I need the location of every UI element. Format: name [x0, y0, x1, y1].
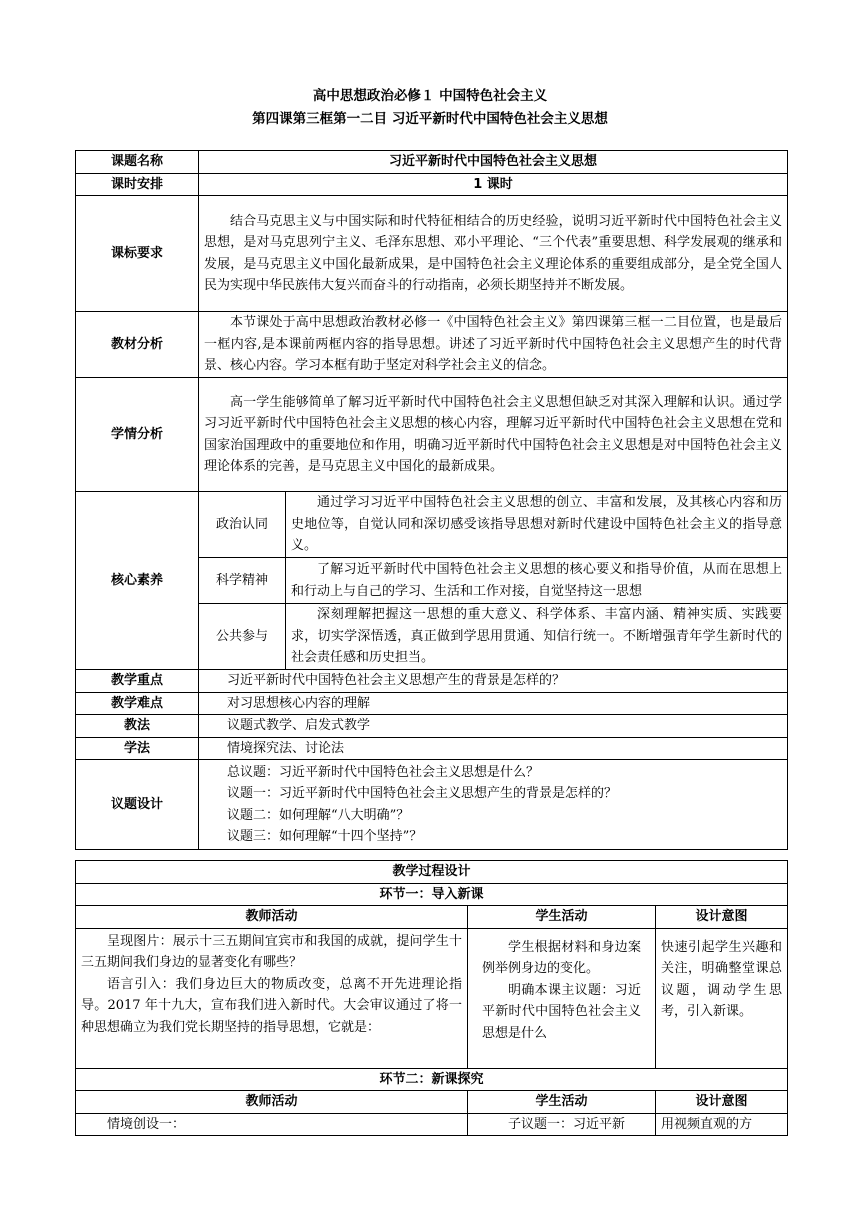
process-title-row	[76, 861, 788, 884]
students-row	[76, 378, 788, 492]
learning-method-value: 情境探究法、讨论法	[199, 737, 788, 760]
section2-student-activity: 子议题一：习近平新	[468, 1113, 656, 1136]
section1-teacher-p1: 呈现图片：展示十三五期间宜宾市和我国的成就，提问学生十三五期间我们身边的显著变化有哪些？	[81, 933, 462, 970]
section1-title: 环节一：导入新课	[76, 883, 788, 906]
issue-main: 总议题：习近平新时代中国特色社会主义思想是什么？	[227, 764, 540, 780]
literacy-value-political: 通过学习习近平中国特色社会主义思想的创立、丰富和发展，及其核心内容和历史地位等，自觉认同和深切感受该指导思想对新时代建设中国特色社会主义的指导意义。	[286, 492, 788, 558]
standards-row	[76, 196, 788, 312]
issue-three: 议题三：如何理解“十四个坚持”？	[227, 829, 423, 844]
section1-student-p2: 明确本课主议题：习近平新时代中国特色社会主义思想是什么	[482, 982, 641, 1041]
students-label: 学情分析	[76, 378, 199, 492]
issue-one: 议题一：习近平新时代中国特色社会主义思想产生的背景是怎样的？	[227, 786, 618, 801]
section1-intent: 快速引起学生兴趣和关注，明确整堂课总议题，调动学生思考，引入新课。	[656, 928, 788, 1068]
standards-value: 结合马克思主义与中国实际和时代特征相结合的历史经验，说明习近平新时代中国特色社会主义思想，是对马克思列宁主义、毛泽东思想、邓小平理论、“三个代表”重要思想、科学发展观的继承和发展，是马克思主义中国化最新成果，是中国特色社会主义理论体系的重要组成部分，是全党全国人民为实现中华民族伟大复兴而奋斗的行动指南，必须长期坚持并不断发展。	[199, 196, 788, 312]
key-point-value: 习近平新时代中国特色社会主义思想产生的背景是怎样的？	[199, 670, 788, 693]
literacy-value-public: 深刻理解把握这一思想的重大意义、科学体系、丰富内涵、精神实质、实践要求，切实学深悟透，真正做到学思用贯通、知信行统一。不断增强青年学生新时代的社会责任感和历史担当。	[286, 604, 788, 670]
section2-title-row	[76, 1068, 788, 1091]
key-point-row	[76, 670, 788, 693]
section2-header-row	[76, 1091, 788, 1114]
schedule-label: 课时安排	[76, 173, 199, 196]
schedule-row	[76, 173, 788, 196]
section1-col-intent: 设计意图	[656, 906, 788, 929]
teaching-process-table	[75, 860, 788, 1136]
section2-content-row	[76, 1113, 788, 1136]
teaching-method-value: 议题式教学、启发式教学	[199, 715, 788, 738]
document-title: 高中思想政治必修１ 中国特色社会主义	[312, 88, 548, 104]
literacy-name-science: 科学精神	[199, 558, 286, 604]
issues-list	[199, 760, 788, 850]
section2-col-teacher: 教师活动	[76, 1091, 468, 1114]
teaching-method-row	[76, 715, 788, 738]
literacy-name-political: 政治认同	[199, 492, 286, 558]
process-title: 教学过程设计	[76, 861, 788, 884]
textbook-row	[76, 312, 788, 378]
lesson-info-table	[75, 150, 788, 850]
topic-value: 习近平新时代中国特色社会主义思想	[199, 151, 788, 174]
section1-content-row	[76, 928, 788, 1068]
literacy-row-1	[76, 492, 788, 558]
topic-row	[76, 151, 788, 174]
section2-col-student: 学生活动	[468, 1091, 656, 1114]
section1-student-activity	[468, 928, 656, 1068]
textbook-value: 本节课处于高中思想政治教材必修一《中国特色社会主义》第四课第三框一二目位置，也是最后一框内容,是本课前两框内容的指导思想。讲述了习近平新时代中国特色社会主义思想产生的时代背景、核心内容。学习本框有助于坚定对科学社会主义的信念。	[199, 312, 788, 378]
section2-title: 环节二：新课探究	[76, 1068, 788, 1091]
document-subtitle: 第四课第三框第一二目 习近平新时代中国特色社会主义思想	[252, 111, 608, 127]
section2-teacher-activity: 情境创设一：	[76, 1113, 468, 1136]
section1-col-teacher: 教师活动	[76, 906, 468, 929]
section2-col-intent: 设计意图	[656, 1091, 788, 1114]
key-point-label: 教学重点	[76, 670, 199, 693]
section2-intent: 用视频直观的方	[656, 1113, 788, 1136]
issues-row	[76, 760, 788, 850]
teaching-method-label: 教法	[76, 715, 199, 738]
topic-label: 课题名称	[76, 151, 199, 174]
difficulty-value: 对习思想核心内容的理解	[199, 692, 788, 715]
section1-header-row	[76, 906, 788, 929]
literacy-label: 核心素养	[76, 492, 199, 670]
learning-method-row	[76, 737, 788, 760]
students-value: 高一学生能够简单了解习近平新时代中国特色社会主义思想但缺乏对其深入理解和认识。通过学习习近平新时代中国特色社会主义思想的核心内容，理解习近平新时代中国特色社会主义思想在党和国家治国理政中的重要地位和作用，明确习近平新时代中国特色社会主义思想是对中国特色社会主义理论体系的完善，是马克思主义中国化的最新成果。	[199, 378, 788, 492]
difficulty-label: 教学难点	[76, 692, 199, 715]
issue-two: 议题二：如何理解“八大明确”？	[227, 807, 410, 823]
textbook-label: 教材分析	[76, 312, 199, 378]
literacy-value-science: 了解习近平新时代中国特色社会主义思想的核心要义和指导价值，从而在思想上和行动上与自己的学习、生活和工作对接，自觉坚持这一思想	[286, 558, 788, 604]
section1-student-p1: 学生根据材料和身边案例举例身边的变化。	[482, 939, 641, 976]
section1-teacher-p2: 语言引入：我们身边巨大的物质改变，总离不开先进理论指导。2017 年十九大，宣布我们进入新时代。大会审议通过了将一种思想确立为我们党长期坚持的指导思想，它就是：	[81, 976, 462, 1035]
section1-col-student: 学生活动	[468, 906, 656, 929]
section1-teacher-activity	[76, 928, 468, 1068]
schedule-value: 1 课时	[199, 173, 788, 196]
standards-label: 课标要求	[76, 196, 199, 312]
learning-method-label: 学法	[76, 737, 199, 760]
literacy-name-public: 公共参与	[199, 604, 286, 670]
difficulty-row	[76, 692, 788, 715]
section1-title-row	[76, 883, 788, 906]
issues-label: 议题设计	[76, 760, 199, 850]
